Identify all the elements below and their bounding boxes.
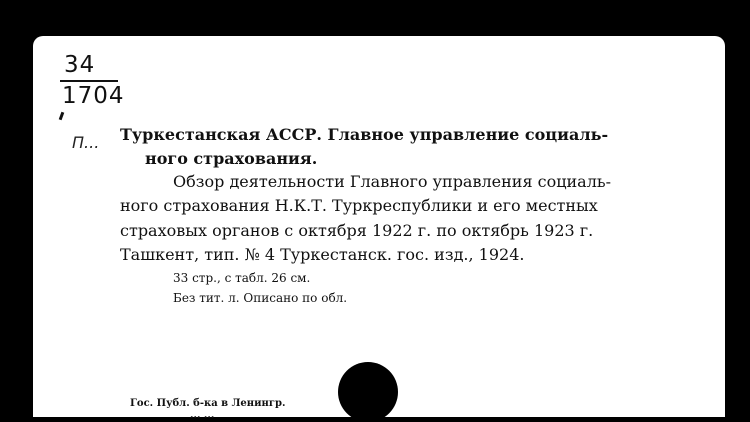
shelf-number-divider (60, 80, 118, 82)
shelf-number-bottom: 1704 (62, 83, 125, 109)
punch-hole (338, 362, 398, 422)
library-stamp-line-2: ... ... (190, 410, 215, 421)
entry-note-line-2: Без тит. л. Описано по обл. (173, 291, 348, 305)
entry-body-line-3: страховых органов с октября 1922 г. по октябрь 1923 г. (120, 221, 594, 240)
entry-body-line-1: Обзор деятельности Главного управления социаль- (173, 172, 611, 191)
margin-note: П... (72, 133, 100, 152)
library-stamp-line-1: Гос. Публ. б-ка в Ленингр. (130, 398, 286, 409)
entry-body-line-4: Ташкент, тип. № 4 Туркестанск. гос. изд., 1924. (120, 245, 525, 264)
entry-title-line-1: Туркестанская АССР. Главное управление социаль- (120, 125, 609, 144)
shelf-number-top: 34 (64, 52, 96, 78)
entry-title-line-2: ного страхования. (145, 149, 318, 168)
entry-body-line-2: ного страхования Н.К.Т. Туркреспублики и его местных (120, 196, 598, 215)
entry-note-line-1: 33 стр., с табл. 26 см. (173, 271, 311, 285)
